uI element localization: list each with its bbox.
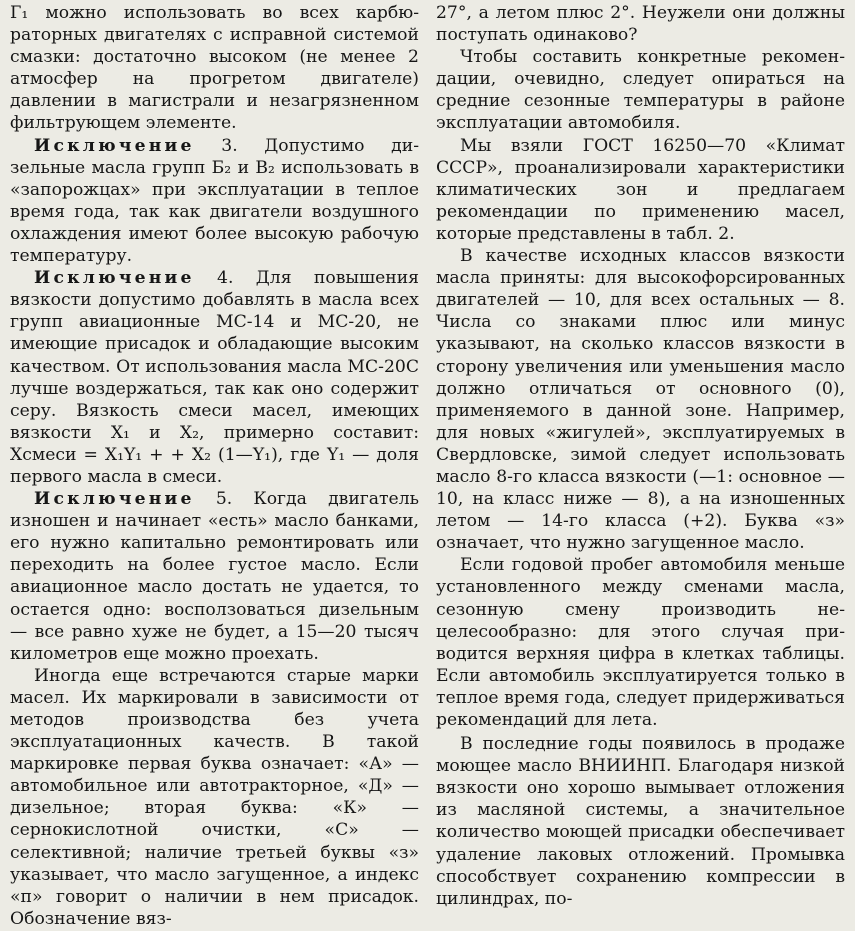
paragraph-recommendations: Чтобы составить конкретные рекомендации, очевидно, следует опираться на средние сезонные температуры в районе эксплуатации автомобиля. <box>436 47 845 134</box>
paragraph-g1-usage: Г₁ можно использовать во всех карбюраторных двигателях с исправной системой смазки: достаточно высоком (не менее 2 атмосфер на прогретом двигателе) давлении в магистрали и незагрязненном фильтрующем элементе. <box>10 3 419 134</box>
exception-4-text: 4. Для повышения вязкости допустимо добавлять в масла всех групп авиационные МС-14 и МС-20, не имеющие присадок и обладающие высоким качеством. От использования масла МС-20С лучше воздержаться, так как оно содержит серу. Вязкость смеси масел, имеющих вязкости X₁ и X₂, примерно составит: Xсмеси = X₁Y₁ + + X₂ (1—Y₁), где Y₁ — доля первого масла в смеси. <box>10 268 419 487</box>
exception-3-text: 3. Допустимо дизельные масла групп Б₂ и В₂ использовать в «запорожцах» при эксплуатации в теплое время года, так как двигатели воздушного охлаждения имеют более высокую рабочую температуру. <box>10 135 419 267</box>
paragraph-exception-4 <box>10 267 419 488</box>
paragraph-exception-5 <box>10 488 419 665</box>
exception-3-label: Исключение <box>34 135 195 156</box>
paragraph-annual-mileage: Если годовой пробег автомобиля меньше установленного между сменами масла, сезонную смену производить нецелесообразно: для этого случая приводится верхняя цифра в клетках таблицы. Если автомобиль эксплуатируется только в теплое время года, следует придерживаться рекомендаций для лета. <box>436 555 845 730</box>
exception-4-label: Исключение <box>34 268 195 289</box>
paragraph-vniinp-oil: В последние годы появилось в продаже моющее масло ВНИИНП. Благодаря низкой вязкости оно хорошо вымывает отложения из масляной системы, а значительное количество моющей присадки обеспечивает удаление лаковых отложений. Промывка способствует сохранению компрессии в цилиндрах, по- <box>436 734 845 909</box>
paragraph-exception-3 <box>10 135 419 268</box>
paragraph-temperature: 27°, а летом плюс 2°. Неужели они должны поступать одинаково? <box>436 3 845 46</box>
exception-5-label: Исключение <box>34 489 195 510</box>
left-column <box>10 2 419 931</box>
exception-5-text: 5. Когда двигатель изношен и начинает «есть» масло банками, его нужно капитально ремонтировать или переходить на более густое масло. Если авиационное масло достать не удается, то остается одно: восползоваться дизельным — все равно хуже не будет, а 15—20 тысяч километров еще можно проехать. <box>10 489 419 664</box>
paragraph-viscosity-classes: В качестве исходных классов вязкости масла приняты: для высокофорсированных двигателей — 10, для всех остальных — 8. Числа со знаками плюс или минус указывают, на сколько классов вязкости в сторону увеличения или уменьшения масло должно отличаться от основного (0), применяемого в данной зоне. Например, для новых «жигулей», эксплуатируемых в Свердловске, зимой следует использовать масло 8-го класса вязкости (—1: основное — 10, на класс ниже — 8), а на изношенных летом — 14-го класса (+2). Буква «з» означает, что нужно загущенное масло. <box>436 246 845 554</box>
right-column <box>436 2 845 931</box>
paragraph-gost: Мы взяли ГОСТ 16250—70 «Климат СССР», проанализировали характеристики климатических зон и предлагаем рекомендации по применению масел, которые представлены в табл. 2. <box>436 135 845 244</box>
paragraph-old-oil-marks: Иногда еще встречаются старые марки масел. Их маркировали в зависимости от методов производства без учета эксплуатационных качеств. В такой маркировке первая буква означает: «А» — автомобильное или автотракторное, «Д» — дизельное; вторая буква: «К» — сернокислотной очистки, «С» — селективной; наличие третьей буквы «з» указывает, что масло загущенное, а индекс «п» говорит о наличии в нем присадок. Обозначение вяз- <box>10 665 419 929</box>
